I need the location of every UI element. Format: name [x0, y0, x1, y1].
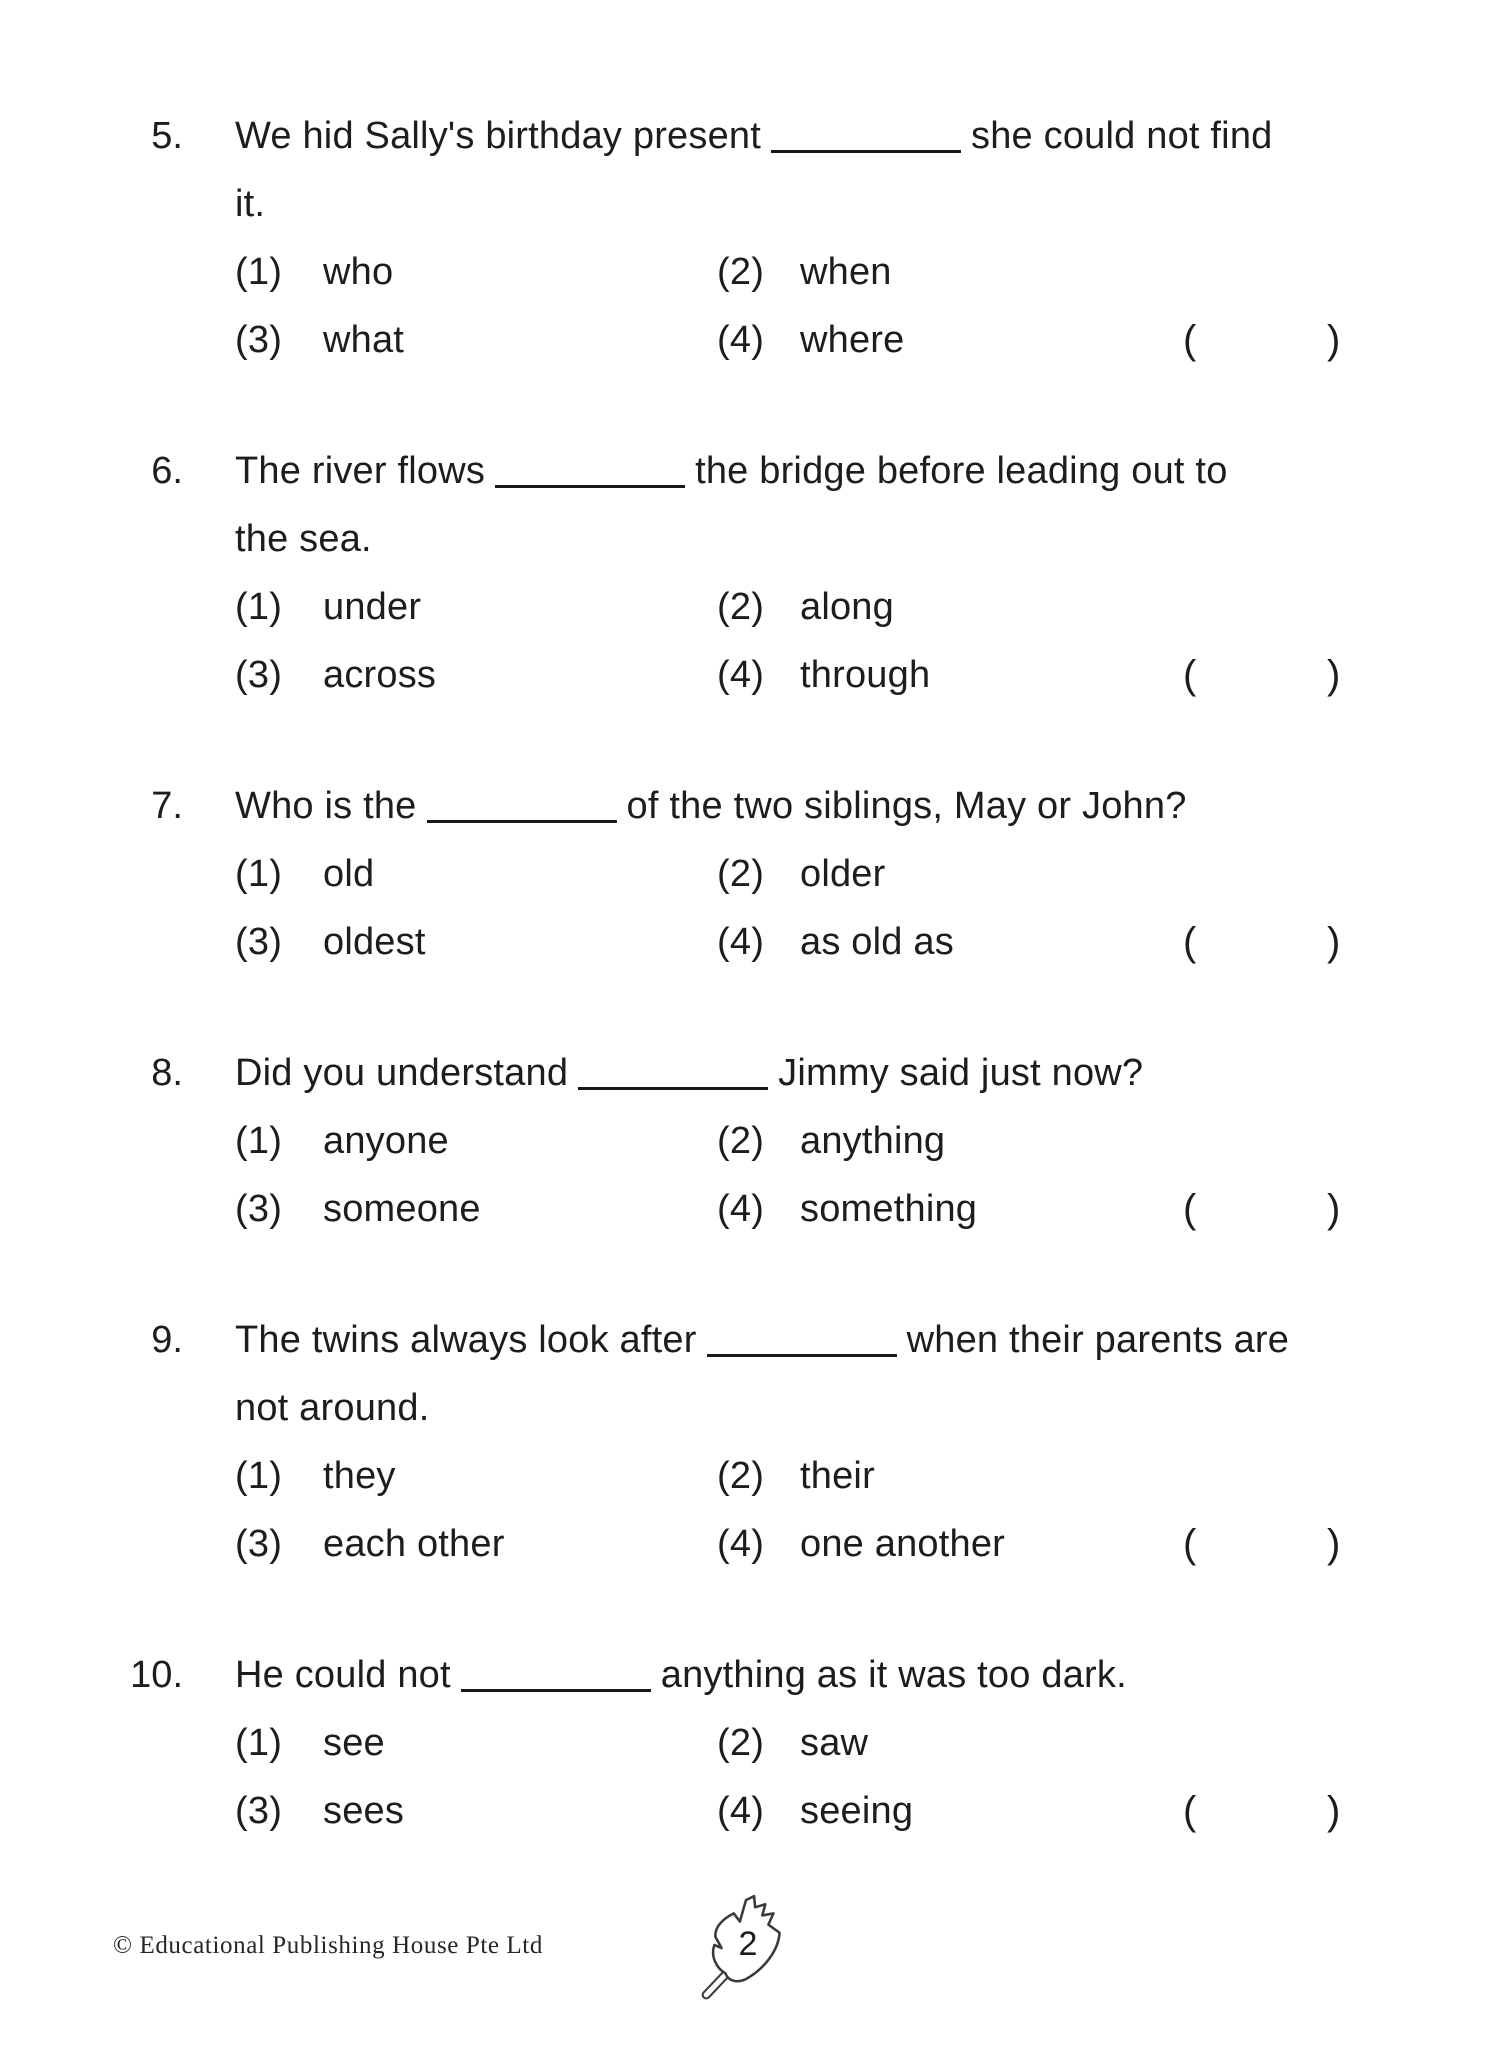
option-text: each other — [323, 1523, 505, 1565]
copyright-notice: © Educational Publishing House Pte Ltd — [113, 1932, 543, 1959]
option-label: (4) — [717, 1188, 765, 1230]
option-text: anything — [800, 1120, 946, 1162]
option-label: (4) — [717, 1790, 765, 1832]
option-label: (3) — [235, 654, 283, 696]
leaf-page-number-icon — [696, 1891, 800, 2003]
option-label: (1) — [235, 1120, 283, 1162]
stem-text-after-blank: she could not find — [971, 115, 1273, 157]
option-label: (4) — [717, 319, 765, 361]
stem-text-before-blank: He could not — [235, 1654, 451, 1696]
options-row — [235, 840, 1345, 908]
option-label: (2) — [717, 1455, 765, 1497]
stem-text-after-blank: of the two siblings, May or John? — [626, 785, 1187, 827]
question-body — [235, 1306, 1345, 1578]
option-label: (2) — [717, 251, 765, 293]
answer-bracket-close: ) — [1327, 920, 1341, 964]
option-text: one another — [800, 1523, 1006, 1565]
options-row — [235, 306, 1345, 374]
answer-bracket-open: ( — [1183, 1789, 1197, 1833]
option-label: (3) — [235, 1188, 283, 1230]
question-block — [0, 1039, 1345, 1243]
option-text: old — [323, 853, 375, 895]
option-text: across — [323, 654, 437, 696]
option-text: something — [800, 1188, 978, 1230]
option-text: when — [800, 251, 892, 293]
answer-bracket-close: ) — [1327, 1187, 1341, 1231]
question-block — [0, 437, 1345, 709]
options-row — [235, 908, 1345, 976]
option-text: as old as — [800, 921, 954, 963]
question-number: 5. — [151, 115, 183, 157]
answer-blank — [771, 120, 961, 153]
answer-bracket-open: ( — [1183, 920, 1197, 964]
option-text: seeing — [800, 1790, 914, 1832]
option-label: (3) — [235, 921, 283, 963]
answer-bracket-open: ( — [1183, 1187, 1197, 1231]
options-row — [235, 1175, 1345, 1243]
option-label: (1) — [235, 853, 283, 895]
question-stem — [235, 437, 1345, 505]
question-stem — [235, 1641, 1345, 1709]
question-number: 10. — [130, 1654, 183, 1696]
question-number: 8. — [151, 1052, 183, 1094]
option-text: sees — [323, 1790, 405, 1832]
option-text: who — [323, 251, 394, 293]
question-number: 6. — [151, 450, 183, 492]
answer-bracket-open: ( — [1183, 653, 1197, 697]
stem-text-before-blank: We hid Sally's birthday present — [235, 115, 762, 157]
options-row — [235, 1510, 1345, 1578]
answer-bracket-open: ( — [1183, 1522, 1197, 1566]
options-row — [235, 1777, 1345, 1845]
question-stem-line2: the sea. — [235, 518, 372, 560]
options-row — [235, 573, 1345, 641]
question-block — [0, 102, 1345, 374]
option-label: (4) — [717, 1523, 765, 1565]
option-text: their — [800, 1455, 875, 1497]
question-stem-line2: it. — [235, 183, 266, 225]
option-text: what — [323, 319, 405, 361]
option-text: oldest — [323, 921, 426, 963]
answer-blank — [427, 790, 617, 823]
stem-text-after-blank: when their parents are — [906, 1319, 1290, 1361]
questions-list — [0, 102, 1345, 1908]
stem-text-after-blank: anything as it was too dark. — [660, 1654, 1127, 1696]
stem-text-after-blank: Jimmy said just now? — [778, 1052, 1144, 1094]
question-number: 9. — [151, 1319, 183, 1361]
option-label: (1) — [235, 586, 283, 628]
option-text: along — [800, 586, 894, 628]
option-text: where — [800, 319, 905, 361]
question-number: 7. — [151, 785, 183, 827]
options-row — [235, 238, 1345, 306]
question-body — [235, 772, 1345, 976]
option-text: under — [323, 586, 422, 628]
answer-bracket-close: ) — [1327, 1522, 1341, 1566]
stem-text-before-blank: The river flows — [235, 450, 486, 492]
question-stem — [235, 102, 1345, 170]
answer-blank — [495, 455, 685, 488]
option-label: (3) — [235, 319, 283, 361]
option-label: (2) — [717, 586, 765, 628]
option-label: (1) — [235, 1722, 283, 1764]
option-label: (1) — [235, 1455, 283, 1497]
option-label: (4) — [717, 654, 765, 696]
page-number: 2 — [738, 1925, 758, 1963]
question-stem — [235, 1039, 1345, 1107]
option-label: (1) — [235, 251, 283, 293]
stem-text-before-blank: The twins always look after — [235, 1319, 697, 1361]
answer-bracket-close: ) — [1327, 653, 1341, 697]
question-block — [0, 772, 1345, 976]
question-stem — [235, 772, 1345, 840]
option-text: anyone — [323, 1120, 449, 1162]
option-label: (3) — [235, 1523, 283, 1565]
question-body — [235, 102, 1345, 374]
answer-bracket-close: ) — [1327, 318, 1341, 362]
answer-blank — [461, 1659, 651, 1692]
question-body — [235, 1039, 1345, 1243]
option-text: someone — [323, 1188, 481, 1230]
stem-text-after-blank: the bridge before leading out to — [695, 450, 1228, 492]
option-text: through — [800, 654, 931, 696]
option-text: older — [800, 853, 886, 895]
answer-blank — [578, 1057, 768, 1090]
option-text: they — [323, 1455, 396, 1497]
options-row — [235, 641, 1345, 709]
option-label: (2) — [717, 1120, 765, 1162]
option-label: (2) — [717, 1722, 765, 1764]
option-label: (2) — [717, 853, 765, 895]
option-text: saw — [800, 1722, 869, 1764]
question-block — [0, 1641, 1345, 1845]
stem-text-before-blank: Who is the — [235, 785, 417, 827]
option-label: (3) — [235, 1790, 283, 1832]
option-text: see — [323, 1722, 385, 1764]
question-body — [235, 437, 1345, 709]
question-stem-line2: not around. — [235, 1387, 430, 1429]
answer-bracket-open: ( — [1183, 318, 1197, 362]
question-body — [235, 1641, 1345, 1845]
stem-text-before-blank: Did you understand — [235, 1052, 569, 1094]
options-row — [235, 1442, 1345, 1510]
options-row — [235, 1709, 1345, 1777]
option-label: (4) — [717, 921, 765, 963]
question-stem — [235, 1306, 1345, 1374]
question-block — [0, 1306, 1345, 1578]
answer-bracket-close: ) — [1327, 1789, 1341, 1833]
options-row — [235, 1107, 1345, 1175]
answer-blank — [707, 1324, 897, 1357]
